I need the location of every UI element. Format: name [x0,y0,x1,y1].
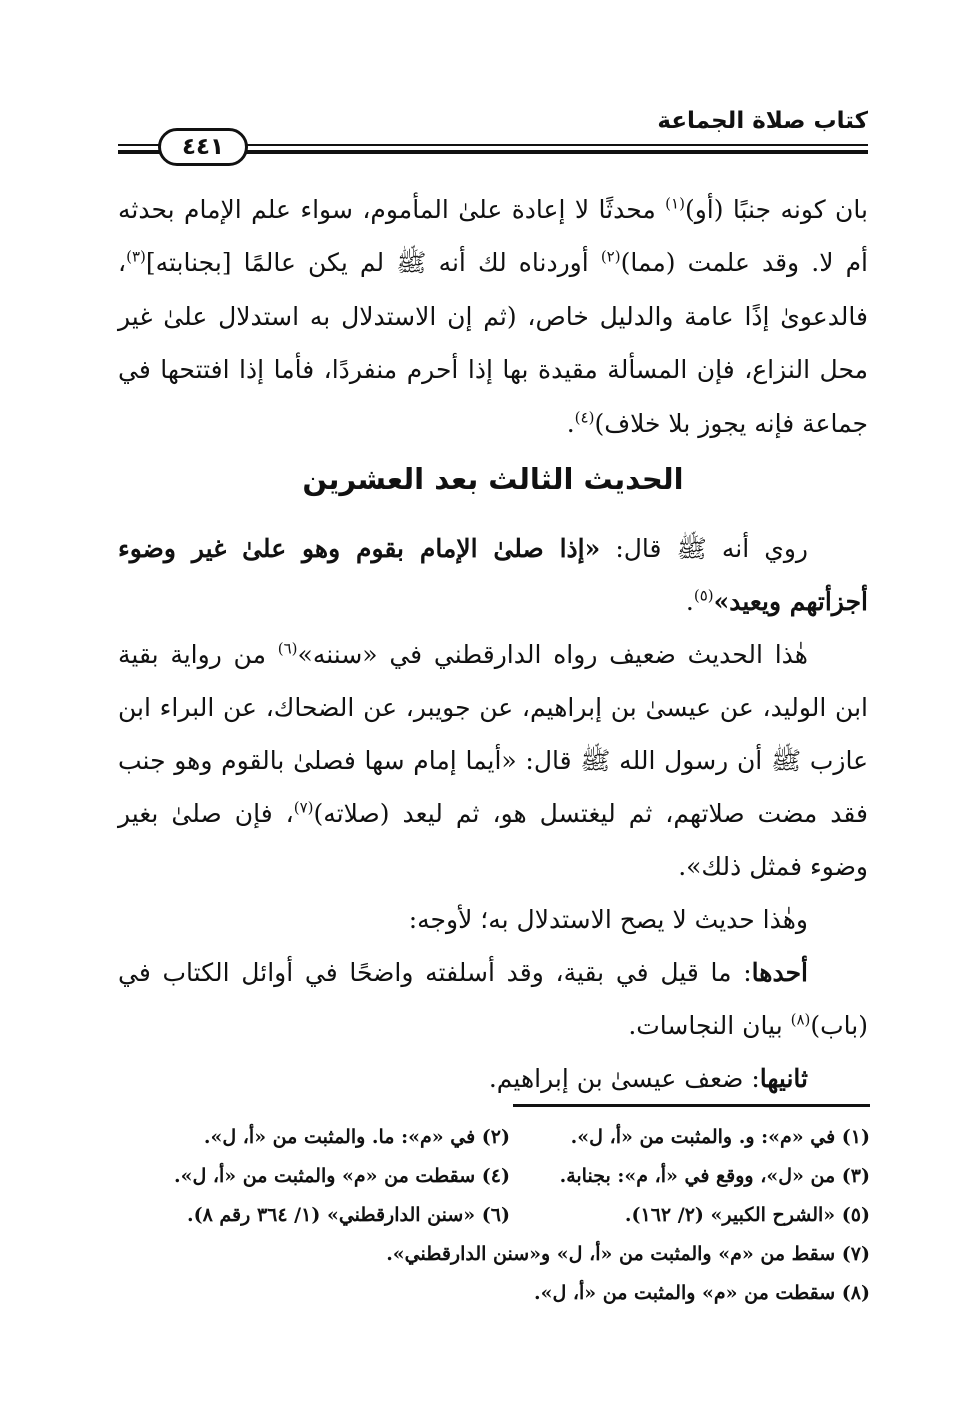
commentary-paragraph [118,628,868,893]
footnote-ref: (٦) [277,639,298,658]
text: ، فإن صلىٰ بغير وضوء فمثل ذلك». [118,799,868,881]
footnote-ref: (٣) [126,248,146,267]
text: هٰذا الحديث ضعيف رواه الدارقطني في «سننه» [297,640,808,669]
footnote: (٧) سقط من «م» والمثبت من «أ، ل» و«سنن الدارقطني». [386,1243,870,1265]
footnote: (٨) سقطت من «م» والمثبت من «أ، ل». [533,1282,870,1304]
text: . [566,408,575,438]
section-heading: الحديث الثالث بعد العشرين [302,462,684,496]
text: . [685,587,694,616]
main-text [118,522,868,1105]
footnote-row [150,1196,870,1235]
text: روي أنه ﷺ قال: [600,534,808,563]
footnote-row [150,1157,870,1196]
footnote-ref: (٤) [574,408,595,427]
footnote-ref: (٥) [693,586,714,605]
text: : ما قيل في بقية، وقد أسلفته واضحًا في أوائل الكتاب في (باب) [118,958,868,1040]
footnote: (١) في «م»: و. والمثبت من «أ، ل». [570,1126,870,1148]
reason-second [118,1052,868,1105]
footnote-ref: (١) [665,194,685,213]
hadith-text: «إذا صلىٰ الإمام بقوم وهو علىٰ غير وضوء أجزأتهم ويعيد» [118,534,868,616]
footnote-ref: (٢) [600,248,621,267]
footnote: (٥) «الشرح الكبير» (٢/ ١٦٢). [624,1204,870,1226]
footnote-row [150,1118,870,1157]
text: من رواية بقية ابن الوليد، عن عيسىٰ بن إبراهيم، عن جويبر، عن الضحاك، عن البراء ابن عازب ﷺ أن رسول الله ﷺ قال: «أيما إمام سها فصلىٰ بالقوم وهو جنب فقد مضت صلاتهم، ثم ليغتسل هو، ثم ليعد (صلاته) [118,640,868,828]
reason-label: ثانيها [759,1064,808,1093]
reasons-intro: وهٰذا حديث لا يصح الاستدلال به؛ لأوجه: [408,905,808,934]
footnotes [150,1118,870,1313]
text: أوردناه لك أنه ﷺ لم يكن عالمًا [بجنابته] [145,248,601,278]
footnote-ref: (٧) [293,798,314,817]
text: ، فالدعوىٰ إذًا عامة والدليل خاص، (ثم إن الاستدلال به استدلال علىٰ غير محل النزاع، فإن المسألة مقيدة بها إذا أحرم منفردًا، فأما إذا افتتحها في جماعة فإنه يجوز بلا خلاف) [118,248,868,438]
footnote-separator [513,1104,870,1107]
page-header [118,108,868,168]
footnote-row [150,1235,870,1274]
footnote: (٢) في «م»: ما. والمثبت من «أ، ل». [203,1126,510,1148]
text: بان كونه جنبًا (أو) [684,195,868,224]
footnote: (٣) من «ل»، ووقع في «أ، م»: بجنابة. [559,1165,870,1187]
footnote: (٤) سقطت من «م» والمثبت من «أ، ل». [173,1165,510,1187]
page-number-badge: ٤٤١ [158,128,248,166]
reason-first [118,946,868,1052]
text: محدثًا لا إعادة علىٰ المأموم، سواء علم الإمام بحدثه أم لا. وقد علمت (مما) [118,195,868,278]
reason-label: أحدها [751,958,808,987]
footnote-ref: (٨) [790,1010,811,1029]
footnote: (٦) «سنن الدارقطني» (١/ ٣٦٤ رقم ٨). [186,1204,510,1226]
footnote-row [150,1274,870,1313]
running-title: كتاب صلاة الجماعة [657,108,868,134]
hadith-paragraph [118,522,868,628]
text: : ضعف عيسىٰ بن إبراهيم. [488,1064,760,1093]
text: بيان النجاسات. [628,1011,791,1040]
paragraph-intro [118,183,868,450]
